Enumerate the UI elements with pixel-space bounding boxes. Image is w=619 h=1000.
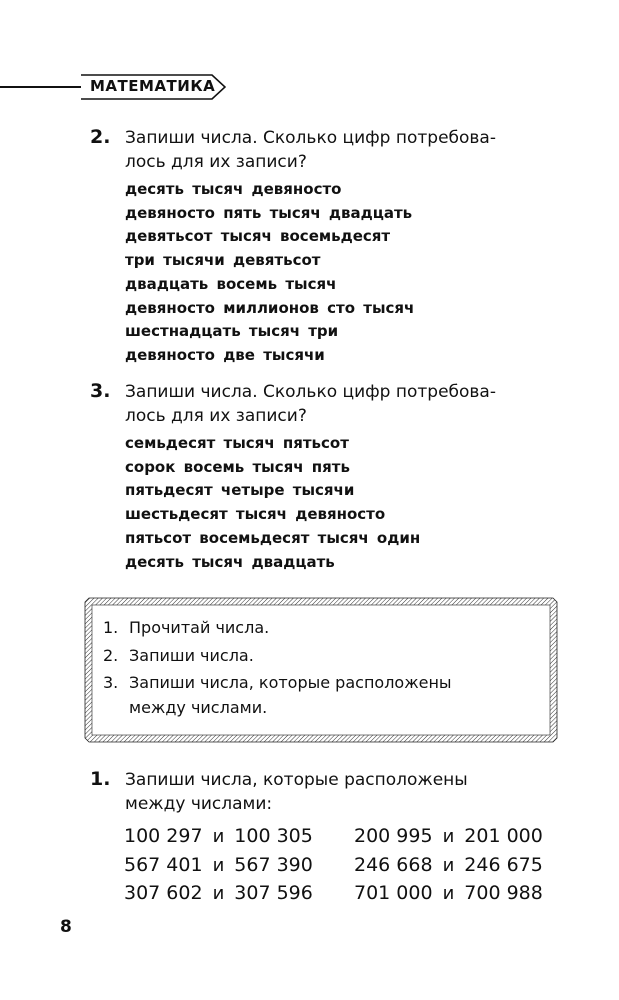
instruction-list bbox=[103, 614, 533, 719]
word-list bbox=[125, 178, 560, 368]
word-number: девяносто две тысячи bbox=[125, 345, 325, 364]
task-question-line: лось для их записи? bbox=[125, 152, 307, 172]
word-number: десять тысяч двадцать bbox=[125, 552, 335, 571]
number: 246 675 bbox=[464, 853, 543, 876]
word-number: сорок восемь тысяч пять bbox=[125, 457, 350, 476]
number-pairs bbox=[124, 822, 544, 908]
number-pair bbox=[354, 854, 543, 876]
pair-row bbox=[124, 879, 544, 908]
word-number: девятьсот тысяч восемьдесят bbox=[125, 227, 391, 246]
number: 567 390 bbox=[234, 853, 313, 876]
number: 567 401 bbox=[124, 853, 203, 876]
number-pair bbox=[354, 882, 543, 904]
instruction-text: Запиши числа, которые расположены bbox=[129, 673, 452, 692]
instruction-item bbox=[103, 669, 533, 697]
pair-row bbox=[124, 851, 544, 880]
number: 307 602 bbox=[124, 882, 203, 905]
word-number: три тысячи девятьсот bbox=[125, 251, 321, 270]
number: 701 000 bbox=[354, 882, 433, 905]
word-number: десять тысяч девяносто bbox=[125, 180, 342, 198]
task-question-line: Запиши числа. Сколько цифр потребова- bbox=[125, 128, 496, 148]
number: 100 305 bbox=[234, 825, 313, 848]
word-number: девяносто пять тысяч двадцать bbox=[125, 203, 413, 222]
task-question bbox=[125, 768, 555, 816]
number: 201 000 bbox=[464, 825, 543, 848]
task-number: 1. bbox=[90, 768, 111, 790]
word-number: шестьдесят тысяч девяносто bbox=[125, 505, 386, 524]
number-pair bbox=[124, 825, 354, 847]
task-number: 2. bbox=[90, 126, 111, 148]
task-question-line: Запиши числа, которые расположены bbox=[125, 770, 468, 790]
instruction-item-continued bbox=[103, 697, 533, 719]
instruction-item bbox=[103, 642, 533, 670]
word-number: пятьсот восемьдесят тысяч один bbox=[125, 528, 421, 547]
task-question bbox=[125, 126, 555, 174]
number-pair bbox=[354, 825, 543, 847]
task-question-line: лось для их записи? bbox=[125, 406, 307, 426]
task-2 bbox=[90, 126, 560, 368]
and-word: и bbox=[442, 854, 455, 876]
task-1 bbox=[90, 768, 560, 816]
instruction-item bbox=[103, 614, 533, 642]
and-word: и bbox=[442, 826, 455, 848]
and-word: и bbox=[442, 883, 455, 905]
instruction-text: Запиши числа. bbox=[129, 645, 254, 665]
word-number: шестнадцать тысяч три bbox=[125, 322, 339, 341]
instruction-number: 3. bbox=[103, 673, 119, 692]
number-pair bbox=[124, 882, 354, 904]
and-word: и bbox=[212, 826, 225, 848]
instruction-text: между числами. bbox=[129, 697, 268, 717]
pair-row bbox=[124, 822, 544, 851]
number: 700 988 bbox=[464, 882, 543, 905]
task-question-line: между числами: bbox=[125, 794, 273, 814]
number: 100 297 bbox=[124, 825, 203, 848]
task-3 bbox=[90, 380, 560, 574]
header-rule bbox=[0, 86, 82, 88]
section-header bbox=[80, 74, 226, 100]
number: 246 668 bbox=[354, 853, 433, 876]
number: 200 995 bbox=[354, 825, 433, 848]
word-number: семьдесят тысяч пятьсот bbox=[125, 434, 349, 452]
word-number: девяносто миллионов сто тысяч bbox=[125, 298, 415, 317]
word-number: двадцать восемь тысяч bbox=[125, 274, 337, 293]
instruction-box bbox=[83, 596, 559, 744]
and-word: и bbox=[212, 854, 225, 876]
instruction-number: 2. bbox=[103, 645, 119, 665]
instruction-number: 1. bbox=[103, 618, 119, 637]
task-question-line: Запиши числа. Сколько цифр потребова- bbox=[125, 382, 496, 402]
number: 307 596 bbox=[234, 882, 313, 905]
instruction-text: Прочитай числа. bbox=[129, 618, 270, 637]
word-list bbox=[125, 432, 560, 574]
page-number: 8 bbox=[60, 917, 72, 937]
section-title: МАТЕМАТИКА bbox=[90, 77, 216, 95]
word-number: пятьдесят четыре тысячи bbox=[125, 481, 355, 500]
number-pair bbox=[124, 854, 354, 876]
task-number: 3. bbox=[90, 380, 111, 402]
task-question bbox=[125, 380, 555, 428]
and-word: и bbox=[212, 883, 225, 905]
